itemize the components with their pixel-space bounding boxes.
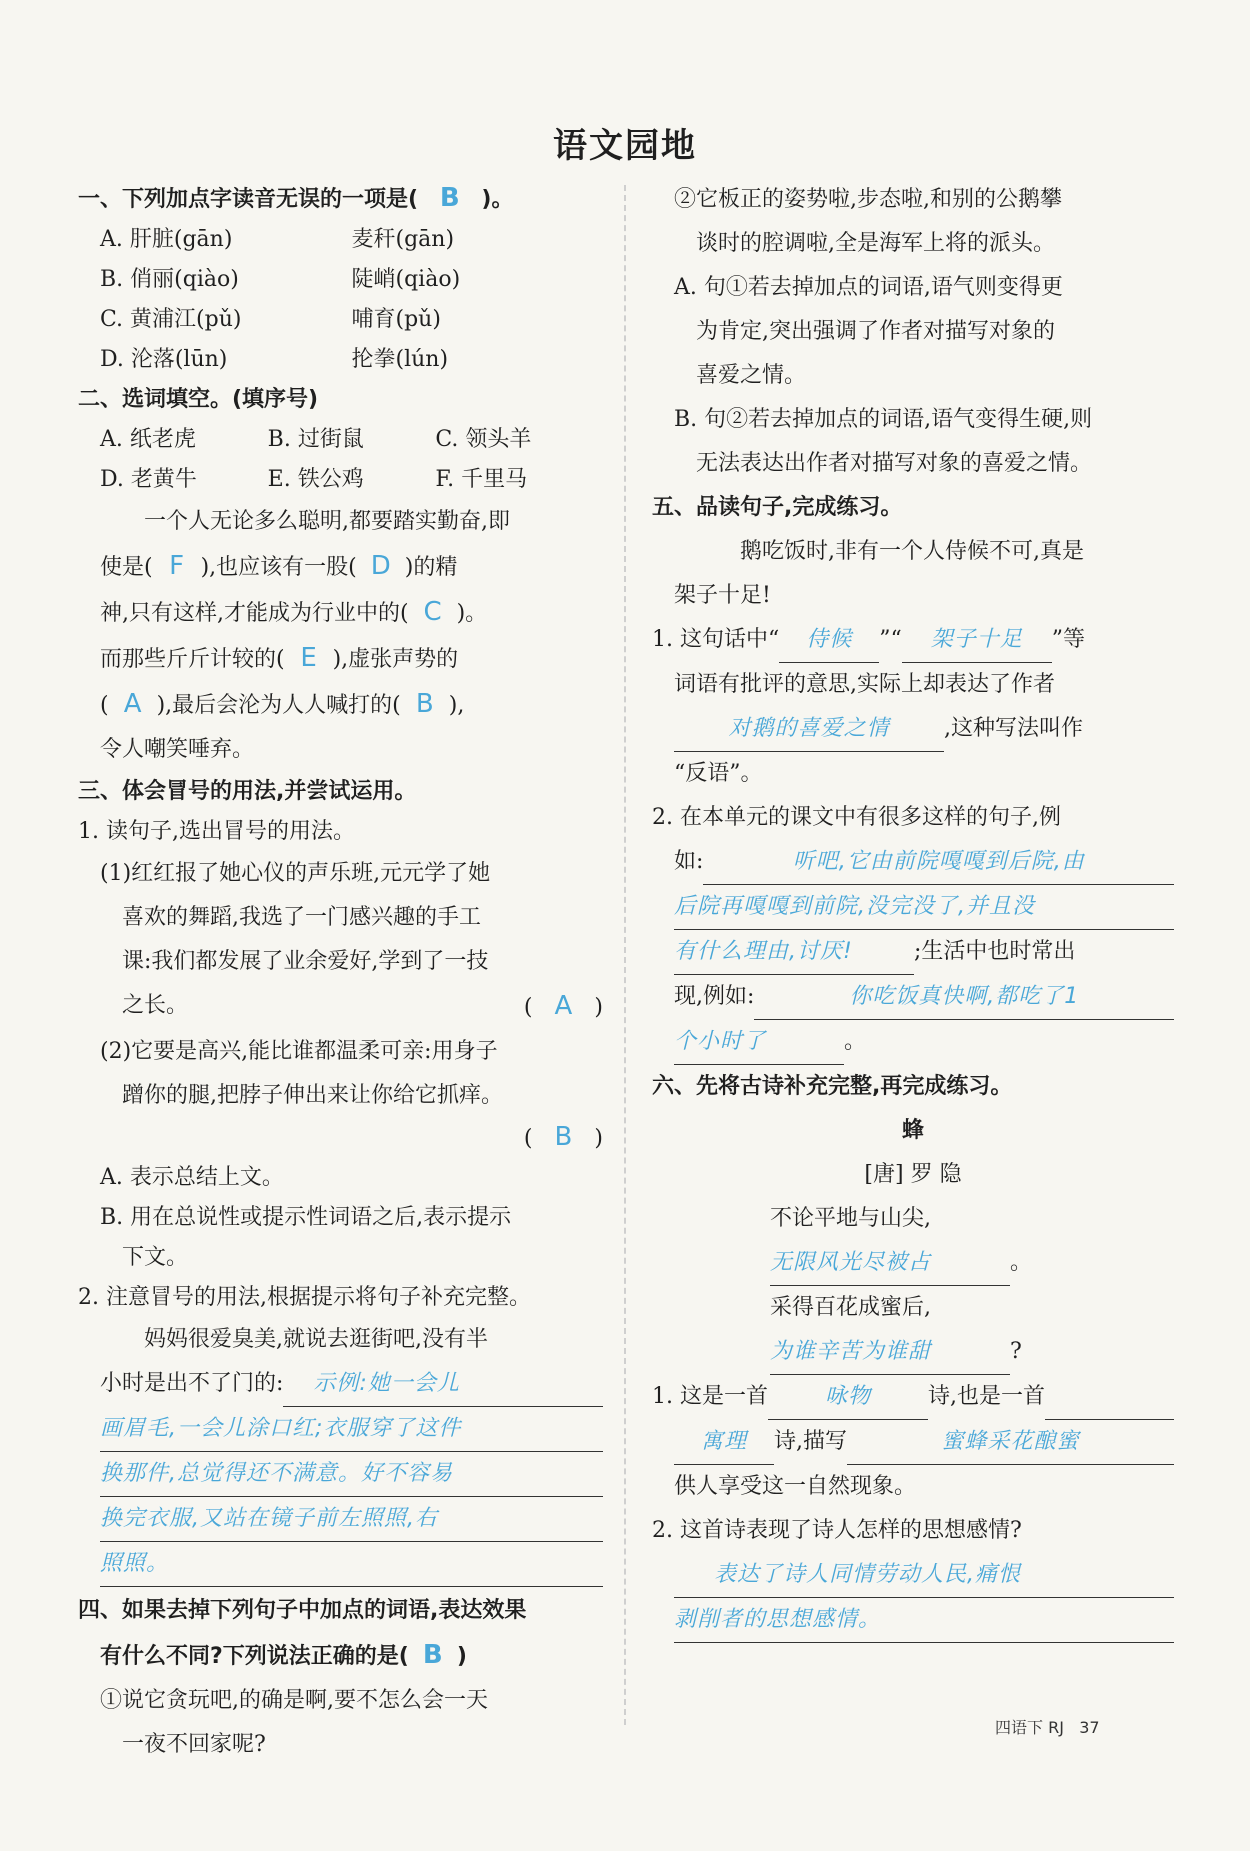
- q5-handwritten-c: 对鹅的喜爱之情: [674, 707, 944, 752]
- q4-option-a-line-2: 为肯定,突出强调了作者对描写对象的: [696, 319, 1055, 344]
- q4-answer: B: [422, 1640, 443, 1670]
- q5-handwritten-e1: 你吃饭真快啊,都吃了1: [754, 975, 1174, 1020]
- q3-item-1-line-3: 课:我们都发展了业余爱好,学到了一技: [122, 949, 489, 974]
- poem-handwritten-line-2: 无限风光尽被占: [770, 1241, 1010, 1286]
- q3-item-1-line-2: 喜欢的舞蹈,我选了一门感兴趣的手工: [122, 905, 481, 930]
- q2-passage-line-1: 一个人无论多么聪明,都要踏实勤奋,即: [144, 509, 510, 534]
- q2-blank-6: B: [415, 689, 434, 719]
- q3-handwritten-3: 换那件,总觉得还不满意。好不容易: [100, 1452, 603, 1497]
- poem-author: [唐] 罗 隐: [864, 1162, 962, 1187]
- q5-sub-2-line-2: 如: 听吧,它由前院嘎嘎到后院,由: [652, 840, 1174, 885]
- q6-handwritten-c: 蜜蜂采花酿蜜: [847, 1420, 1174, 1465]
- q6-sub-2: 2. 这首诗表现了诗人怎样的思想感情?: [652, 1518, 1022, 1543]
- q2-blank-5: A: [123, 689, 142, 719]
- q6-handwritten-b: 寓理: [674, 1420, 774, 1465]
- q6-sub-1-line-3: 供人享受这一自然现象。: [674, 1474, 917, 1499]
- q3-handwritten-5: 照照。: [100, 1542, 603, 1587]
- q5-handwritten-a: 侍候: [779, 618, 879, 663]
- q4-option-b-line-1: B. 句②若去掉加点的词语,语气变得生硬,则: [674, 407, 1093, 432]
- q3-option-a: A. 表示总结上文。: [100, 1165, 284, 1190]
- q4-sentence-1-line-2: 一夜不回家呢?: [122, 1732, 266, 1757]
- question-3: [78, 772, 603, 1587]
- q4-header-line-1: 四、如果去掉下列句子中加点的词语,表达效果: [78, 1598, 527, 1623]
- right-column: [652, 178, 1174, 1643]
- q3-item-1-line-4: 之长。 ( A ): [78, 984, 603, 1030]
- question-6: [652, 1065, 1174, 1643]
- q3-sub-2: 2. 注意冒号的用法,根据提示将句子补充完整。: [78, 1285, 531, 1310]
- q5-sub-2-line-1: 2. 在本单元的课文中有很多这样的句子,例: [652, 805, 1061, 830]
- q1-answer: B: [439, 183, 460, 213]
- column-divider: [624, 185, 626, 1725]
- q3-handwritten-1: 示例:她一会儿: [283, 1362, 603, 1407]
- q4-continued: [652, 178, 1174, 486]
- q3-item-2-answer: B: [554, 1122, 573, 1152]
- q4-sentence-1-line-1: ①说它贪玩吧,的确是啊,要不怎么会一天: [100, 1688, 488, 1713]
- q1-option-b: B. 俏丽(qiào) 陡峭(qiào): [100, 267, 461, 292]
- q1-option-c: C. 黄浦江(pǔ) 哺育(pǔ): [100, 307, 441, 332]
- q1-header: 一、下列加点字读音无误的一项是( B )。: [78, 178, 603, 220]
- q4-header-line-2: 有什么不同?下列说法正确的是( B ): [78, 1633, 603, 1679]
- q3-sub-2-line-1: 妈妈很爱臭美,就说去逛街吧,没有半: [144, 1327, 488, 1352]
- q6-sub-1-line-1: 1. 这是一首 咏物 诗,也是一首: [652, 1375, 1174, 1420]
- left-column: [78, 178, 603, 1767]
- q3-item-1-line-1: (1)红红报了她心仪的声乐班,元元学了她: [100, 861, 491, 886]
- poem-line-3: 采得百花成蜜后,: [770, 1295, 931, 1320]
- question-2: [78, 380, 603, 772]
- q2-passage-line-4: 而那些斤斤计较的( E ),虚张声势的: [78, 636, 603, 682]
- q4-option-a-line-1: A. 句①若去掉加点的词语,语气则变得更: [674, 275, 1063, 300]
- question-5: 五、品读句子,完成练习。 鹅吃饭时,非有一个人侍候不可,真是 架子十足! 1. 这句话中“ 侍候 ”“ 架子十足 ”等 词语有批评的意思,实际上却表达了作者 对鹅的喜爱之情 ,这种写法叫作 “反语”。 2. 在本单元的课文中有很多这样的句子,例 如: 听吧,它由前院嘎嘎到后院,由 后院再嘎嘎到前院,没完没了,并且没 有什么理由,讨厌! ;生活中也时常出 现,例如: 你吃饭真快啊,都吃了1 个小时了 。: [652, 486, 1174, 1065]
- q3-item-1-answer: A: [554, 991, 573, 1021]
- q3-sub-1: 1. 读句子,选出冒号的用法。: [78, 819, 355, 844]
- q5-sub-2-line-5: 现,例如: 你吃饭真快啊,都吃了1: [652, 975, 1174, 1020]
- page-footer: 四语下 RJ 37: [995, 1718, 1100, 1737]
- q5-quote-line-2: 架子十足!: [674, 583, 771, 608]
- q6-handwritten-a: 咏物: [768, 1375, 928, 1420]
- page-number: 37: [1079, 1718, 1100, 1737]
- q5-sub-1-line-2: 词语有批评的意思,实际上却表达了作者: [674, 672, 1055, 697]
- q2-passage-line-3: 神,只有这样,才能成为行业中的( C )。: [78, 590, 603, 636]
- q2-passage-line-6: 令人嘲笑唾弃。: [100, 737, 255, 762]
- q6-handwritten-d2: 剥削者的思想感情。: [674, 1598, 1174, 1643]
- q3-item-2-line-1: (2)它要是高兴,能比谁都温柔可亲:用身子: [100, 1039, 498, 1064]
- q6-sub-1-line-2: 寓理 诗,描写 蜜蜂采花酿蜜: [652, 1420, 1174, 1465]
- q6-handwritten-d1: 表达了诗人同情劳动人民,痛恨: [674, 1553, 1174, 1598]
- q3-item-2-answer-line: ( B ): [78, 1118, 603, 1158]
- q1-option-a: A. 肝脏(gān) 麦秆(gān): [100, 227, 455, 252]
- q5-handwritten-d3: 有什么理由,讨厌!: [674, 930, 914, 975]
- q5-quote-line-1: 鹅吃饭时,非有一个人侍候不可,真是: [740, 539, 1084, 564]
- page-title: 语文园地: [553, 126, 697, 166]
- q2-blank-2: D: [370, 551, 391, 581]
- q2-options-row-1: A. 纸老虎 B. 过街鼠 C. 领头羊: [100, 427, 532, 452]
- q2-blank-3: C: [423, 597, 442, 627]
- q3-item-2-line-2: 蹭你的腿,把脖子伸出来让你给它抓痒。: [122, 1083, 503, 1108]
- q1-option-d: D. 沦落(lūn) 抡拳(lún): [100, 347, 449, 372]
- q5-sub-1-line-4: “反语”。: [674, 761, 763, 786]
- q6-header: 六、先将古诗补充完整,再完成练习。: [652, 1074, 1013, 1099]
- q5-handwritten-e2: 个小时了: [674, 1020, 844, 1065]
- q5-handwritten-d2: 后院再嘎嘎到前院,没完没了,并且没: [674, 885, 1174, 930]
- q4-option-b-line-2: 无法表达出作者对描写对象的喜爱之情。: [696, 451, 1093, 476]
- q3-option-b-line-1: B. 用在总说性或提示性词语之后,表示提示: [100, 1205, 512, 1230]
- poem-title: 蜂: [901, 1118, 924, 1143]
- poem-handwritten-line-4: 为谁辛苦为谁甜: [770, 1330, 1010, 1375]
- q3-handwritten-4: 换完衣服,又站在镜子前左照照,右: [100, 1497, 603, 1542]
- q4-sentence-2-line-2: 谈时的腔调啦,全是海军上将的派头。: [696, 231, 1055, 256]
- poem-line-4: 为谁辛苦为谁甜 ?: [652, 1330, 1174, 1375]
- q2-header: 二、选词填空。(填序号): [78, 387, 319, 412]
- q5-handwritten-b: 架子十足: [902, 618, 1052, 663]
- q2-options-row-2: D. 老黄牛 E. 铁公鸡 F. 千里马: [100, 467, 528, 492]
- q3-option-b-line-2: 下文。: [122, 1245, 189, 1270]
- q4-sentence-2-line-1: ②它板正的姿势啦,步态啦,和别的公鹅攀: [674, 187, 1062, 212]
- q5-handwritten-d1: 听吧,它由前院嘎嘎到后院,由: [703, 840, 1174, 885]
- q5-sub-1-line-3: 对鹅的喜爱之情 ,这种写法叫作: [652, 707, 1174, 752]
- q4-option-a-line-3: 喜爱之情。: [696, 363, 807, 388]
- poem-line-1: 不论平地与山尖,: [770, 1206, 931, 1231]
- poem-line-2: 无限风光尽被占 。: [652, 1241, 1174, 1286]
- q5-header: 五、品读句子,完成练习。: [652, 495, 903, 520]
- q5-sub-2-line-4: 有什么理由,讨厌! ;生活中也时常出: [652, 930, 1174, 975]
- q2-passage-line-2: 使是( F ),也应该有一股( D )的精: [78, 544, 603, 590]
- q3-sub-2-line-2: 小时是出不了门的: 示例:她一会儿: [78, 1362, 603, 1407]
- q5-sub-1-line-1: 1. 这句话中“ 侍候 ”“ 架子十足 ”等: [652, 618, 1174, 663]
- q3-header: 三、体会冒号的用法,并尝试运用。: [78, 779, 417, 804]
- question-4: [78, 1589, 603, 1767]
- question-1: [78, 178, 603, 380]
- q2-passage-line-5: ( A ),最后会沦为人人喊打的( B ),: [78, 682, 603, 728]
- q2-blank-1: F: [169, 551, 185, 581]
- q3-handwritten-2: 画眉毛,一会儿涂口红;衣服穿了这件: [100, 1407, 603, 1452]
- q2-blank-4: E: [300, 643, 317, 673]
